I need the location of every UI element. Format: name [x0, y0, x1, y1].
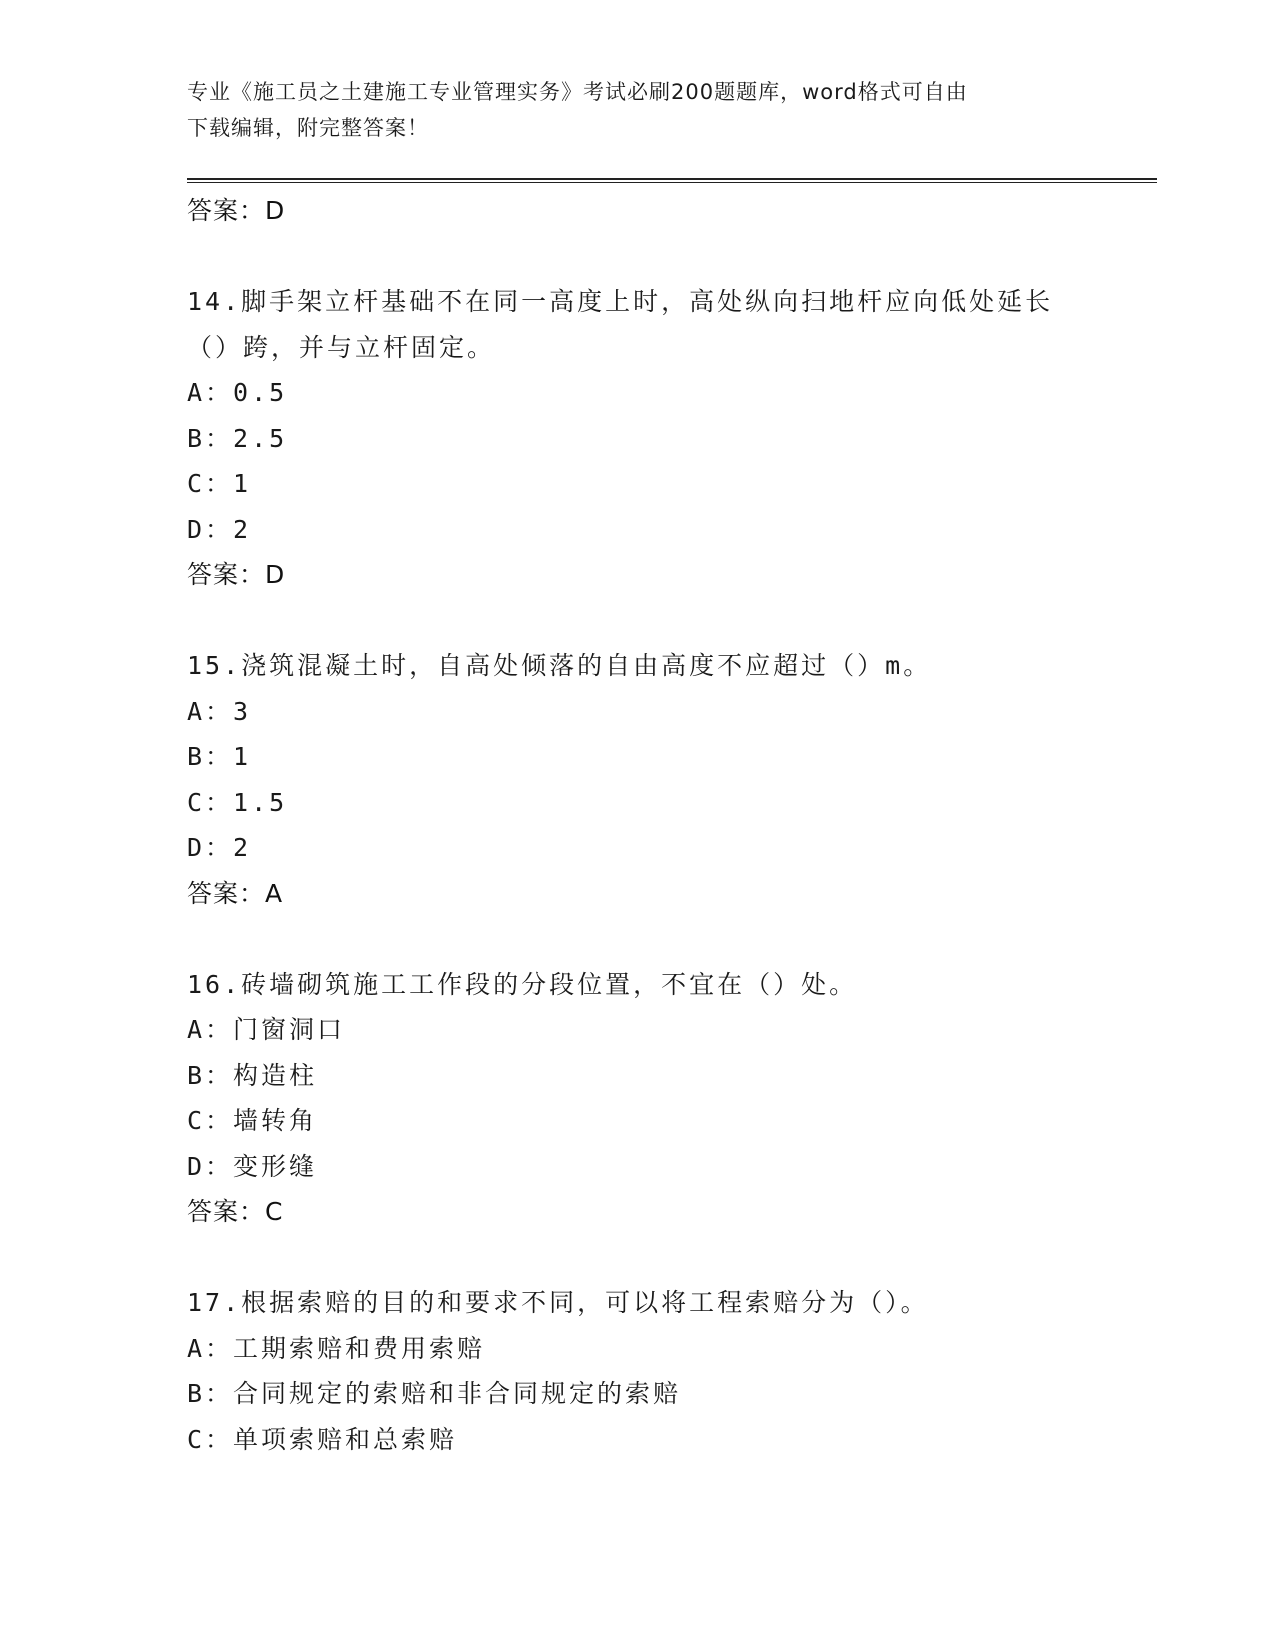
option-c: C：墙转角	[187, 1106, 318, 1135]
header-title-line-2: 下载编辑，附完整答案！	[187, 116, 429, 140]
option-c: C：1.5	[187, 787, 288, 817]
question-16	[187, 962, 1087, 1235]
option-b: B：合同规定的索赔和非合同规定的索赔	[187, 1379, 682, 1408]
option-a: A：工期索赔和费用索赔	[187, 1333, 486, 1363]
question-stem-continued: （）跨，并与立杆固定。	[187, 332, 496, 362]
question-14	[187, 279, 1087, 598]
header-title-line-1: 专业《施工员之土建施工专业管理实务》考试必刷200题题库，word格式可自由	[187, 80, 968, 104]
spacer	[187, 1235, 1087, 1281]
question-content	[187, 188, 1087, 1462]
question-stem: 17.根据索赔的目的和要求不同，可以将工程索赔分为（）。	[187, 1288, 929, 1317]
option-c: C：1	[187, 469, 252, 498]
question-answer: 答案：A	[187, 878, 284, 908]
option-d: D：变形缝	[187, 1151, 318, 1181]
question-15	[187, 643, 1087, 916]
option-a: A：3	[187, 696, 252, 726]
option-b: B：2.5	[187, 423, 288, 453]
option-a: A：0.5	[187, 378, 288, 407]
spacer	[187, 598, 1087, 644]
option-a: A：门窗洞口	[187, 1015, 346, 1044]
option-b: B：构造柱	[187, 1060, 318, 1090]
question-stem: 15.浇筑混凝土时，自高处倾落的自由高度不应超过（）m。	[187, 651, 932, 680]
question-stem: 14.脚手架立杆基础不在同一高度上时，高处纵向扫地杆应向低处延长	[187, 287, 1054, 316]
option-b: B：1	[187, 742, 252, 771]
question-answer: 答案：C	[187, 1197, 284, 1226]
question-stem: 16.砖墙砌筑施工工作段的分段位置，不宜在（）处。	[187, 969, 858, 999]
previous-answer: 答案：D	[187, 196, 286, 225]
question-17	[187, 1280, 1087, 1462]
header-divider	[187, 178, 1157, 183]
spacer	[187, 234, 1087, 280]
option-d: D：2	[187, 833, 252, 862]
page-header	[187, 74, 1087, 146]
option-c: C：单项索赔和总索赔	[187, 1424, 458, 1454]
question-answer: 答案：D	[187, 560, 286, 589]
spacer	[187, 916, 1087, 962]
option-d: D：2	[187, 514, 252, 544]
